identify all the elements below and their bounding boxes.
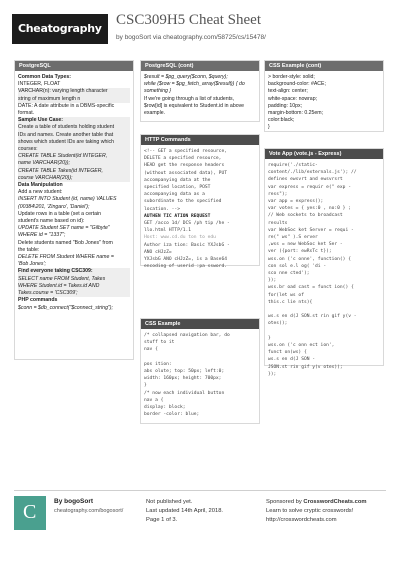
text-line: padding: 10px; bbox=[268, 102, 303, 109]
text-line: Add a new student: bbox=[18, 189, 63, 196]
sponsor-line bbox=[266, 498, 367, 507]
text-line: sco nne cted'); bbox=[268, 271, 310, 277]
text-line: /* now each individual button bbox=[144, 390, 225, 396]
text-line: }); bbox=[268, 371, 277, 377]
page-title: CSC309H5 Cheat Sheet bbox=[116, 12, 261, 28]
text-line: var votes = { yes:0 , no:0 } ; bbox=[268, 206, 351, 212]
text-line: HEAD get the response headers bbox=[144, 163, 225, 169]
text-line: YXJsbG ANO cHJzZ=, is a Base64 bbox=[144, 257, 227, 263]
text-line: $conn = $db_connect("$connect_string"); bbox=[18, 304, 113, 311]
footer-author bbox=[54, 498, 93, 505]
text-line bbox=[268, 306, 380, 313]
text-line: ws.s en d(J SON - bbox=[268, 357, 316, 363]
page-header bbox=[0, 0, 400, 54]
text-line: WHERE id = "1337"; bbox=[18, 232, 66, 239]
text-line: width: 160px; height: 700px; bbox=[144, 376, 222, 382]
text-line: Common Data Types: bbox=[18, 74, 71, 80]
text-line: example. bbox=[144, 110, 166, 117]
text-line: name VARCHAR(20)); bbox=[18, 160, 130, 167]
footer-author-url[interactable]: cheatography.com/bogosort/ bbox=[54, 508, 124, 514]
text-line: } bbox=[268, 124, 270, 131]
text-line: defines ewsvrt and ewsvrsrt bbox=[268, 177, 343, 183]
text-line: INSERT INTO Student (id, name) VALUES bbox=[18, 196, 117, 203]
text-line: student's name based on id): bbox=[18, 218, 85, 225]
text-line: shows which student IDs are taking which bbox=[18, 139, 130, 146]
text-line: IDs and names. Create another table that bbox=[18, 132, 130, 139]
text-line: pos ition: bbox=[144, 361, 172, 367]
text-line: AUTHEN TIC ATION REQUEST bbox=[144, 213, 211, 219]
text-line: Find everyone taking CSC309: bbox=[18, 268, 130, 275]
text-line: Sample Use Case: bbox=[18, 117, 130, 124]
cheatography-logo[interactable] bbox=[12, 14, 108, 44]
section-heading: Vote App (vote.js - Express) bbox=[265, 149, 383, 159]
text-line: courses: bbox=[18, 146, 130, 153]
text-line: background-color: #ACE; bbox=[268, 81, 326, 88]
text-line: nav a { bbox=[144, 397, 164, 403]
section-heading: PostgreSQL bbox=[15, 61, 133, 71]
text-line: margin-bottom: 0.25em; bbox=[268, 110, 324, 117]
text-line: $row[id] is equivalent to Student.id in above bbox=[144, 102, 245, 109]
section-body bbox=[141, 145, 259, 273]
text-line: re(" ws" ).S erver bbox=[268, 235, 318, 241]
author-link[interactable]: bogoSort bbox=[124, 34, 152, 41]
text-line: UPDATE Student SET name = "Gilbyte" bbox=[18, 225, 110, 232]
vote-app-section bbox=[264, 148, 384, 377]
last-updated: Last updated 14th April, 2018. bbox=[146, 508, 224, 514]
text-line: // Web sockets to broadcast bbox=[268, 213, 343, 219]
text-line: for(let ws of bbox=[268, 292, 304, 298]
text-line: wss.on ('c onne', function() { bbox=[268, 256, 351, 262]
http-commands-section bbox=[140, 134, 260, 270]
text-line: GET /acco 1d/ DCS /ph tip /he - bbox=[144, 221, 230, 227]
avatar[interactable] bbox=[14, 496, 46, 530]
text-line: INTEGER, FLOAT bbox=[18, 81, 61, 88]
section-body bbox=[15, 71, 133, 315]
byline-via: via bbox=[152, 34, 162, 41]
text-line: DATE: A date attribute in a DBMS-specific bbox=[18, 102, 115, 109]
text-line: results bbox=[268, 220, 288, 226]
section-heading: CSS Example bbox=[141, 319, 259, 329]
text-line: border -color: blue; bbox=[144, 412, 200, 418]
text-line: encoding of userid :pa ssword. bbox=[144, 264, 227, 270]
text-line: Takes.course = 'CSC309'; bbox=[18, 290, 130, 297]
text-line: PHP commands bbox=[18, 297, 58, 304]
text-line: white-space: nowrap; bbox=[268, 95, 318, 102]
text-line: CREATE TABLE Takes(id INTEGER, bbox=[18, 168, 130, 175]
text-line: $result = $pg_query($conn, $query); bbox=[144, 74, 228, 80]
published-status: Not published yet. bbox=[146, 499, 193, 505]
page-number: Page 1 of 3. bbox=[146, 517, 178, 523]
section-body bbox=[265, 71, 383, 135]
text-line: } bbox=[144, 383, 147, 389]
text-line: DELETE FROM Student WHERE name = bbox=[18, 254, 114, 261]
text-line: ,wss = new WebSoc ket Ser - bbox=[268, 242, 343, 248]
text-line: funct on(ws) { bbox=[268, 350, 307, 356]
text-line: accompanying data at the bbox=[144, 177, 211, 183]
text-line: require('./static- bbox=[268, 163, 318, 168]
text-line bbox=[144, 354, 256, 361]
text-line: Delete students named "Bob Jones" from bbox=[18, 239, 113, 246]
text-line: subordinate to the specified bbox=[144, 199, 222, 205]
text-line: JSON.st rin gif y(v otes)); bbox=[268, 364, 343, 370]
text-line: ver ({port: ewRsTc t}); bbox=[268, 249, 332, 255]
text-line: display: block; bbox=[144, 405, 186, 411]
text-line: content/./lib/externals.js'); // bbox=[268, 170, 357, 176]
text-line: specified location, POST bbox=[144, 185, 211, 191]
section-body bbox=[141, 71, 259, 120]
text-line: (00384\201, 'Zingaro', 'Daniel'); bbox=[18, 203, 90, 210]
text-line bbox=[268, 328, 380, 335]
text-line: <!-- GET a specified resource, bbox=[144, 149, 227, 154]
text-line: text-align: center; bbox=[268, 88, 308, 95]
section-heading: HTTP Commands bbox=[141, 135, 259, 145]
section-body bbox=[265, 159, 383, 381]
text-line: wss.on ('c onn ect ion', bbox=[268, 343, 335, 349]
text-line: > border-style: solid; bbox=[268, 74, 315, 80]
footer-author-name[interactable]: bogoSort bbox=[64, 498, 94, 505]
sponsor-tagline: Learn to solve cryptic crosswords! bbox=[266, 508, 354, 514]
text-line: DELETE a specified resource, bbox=[144, 156, 222, 162]
text-line: accompanying data as a bbox=[144, 192, 205, 198]
text-line: CREATE TABLE Student(id INTEGER, bbox=[18, 153, 130, 160]
text-line: 'Bob Jones'; bbox=[18, 261, 46, 268]
text-line: }); bbox=[268, 278, 277, 284]
text-line: wss.br oad cast = funct ion() { bbox=[268, 285, 354, 291]
text-line: } bbox=[268, 335, 271, 341]
sponsor-prefix: Sponsored by bbox=[266, 499, 302, 505]
text-line: ws.s en d(J SON.st rin gif y(v - bbox=[268, 314, 357, 320]
text-line: Update rows in a table (set a certain bbox=[18, 210, 102, 217]
text-line: var app = express(); bbox=[268, 199, 324, 205]
text-line: ress"); bbox=[268, 191, 288, 197]
section-heading: CSS Example (cont) bbox=[265, 61, 383, 71]
byline-prefix: by bbox=[116, 34, 123, 41]
text-line: the table: bbox=[18, 246, 40, 253]
text-line: format. bbox=[18, 110, 35, 117]
text-line: this.c lie nts){ bbox=[268, 299, 313, 305]
text-line: /* collapsed navigation bar, do bbox=[144, 333, 230, 338]
text-line: ANO cHJzZ= bbox=[144, 249, 172, 255]
text-line: Host: www.cd.du ton to edu bbox=[144, 235, 216, 241]
text-line: var express = requir e(" exp - bbox=[268, 184, 351, 190]
logo-text: Cheatography bbox=[18, 22, 102, 35]
section-heading: PostgreSQL (cont) bbox=[141, 61, 259, 71]
text-line: llo.html HTTP/1.1 bbox=[144, 228, 192, 234]
text-line: VARCHAR(n): varying length character bbox=[18, 88, 130, 95]
text-line: SELECT name FROM Student, Takes bbox=[18, 276, 130, 283]
sponsor-url[interactable]: http://crosswordcheats.com bbox=[266, 517, 337, 523]
page-footer bbox=[0, 490, 400, 540]
text-line: Create a table of students holding student bbox=[18, 124, 130, 131]
text-line: con sol e.l og( 'di - bbox=[268, 263, 327, 269]
text-line: something } bbox=[144, 88, 172, 95]
text-line: stuff to it bbox=[144, 340, 175, 346]
text-line: nav { bbox=[144, 347, 158, 353]
text-line: course VARCHAR(20)); bbox=[18, 175, 130, 182]
sheet-url-link[interactable]: cheatography.com/58725/cs/15478/ bbox=[163, 34, 266, 41]
footer-sponsor bbox=[266, 498, 367, 525]
postgresql-section bbox=[14, 60, 134, 360]
css-example-cont-section bbox=[264, 60, 384, 132]
text-line: location. --> bbox=[144, 206, 180, 212]
text-line: string of maximum length n bbox=[18, 96, 130, 103]
footer-author-label: By bbox=[54, 498, 63, 505]
text-line: WHERE Student.id = Takes.id AND bbox=[18, 283, 130, 290]
text-line: otes)); bbox=[268, 321, 288, 327]
sponsor-name[interactable]: CrosswordCheats.com bbox=[303, 499, 367, 505]
text-line: If we're going through a list of students, bbox=[144, 95, 235, 102]
postgresql-cont-section bbox=[140, 60, 260, 122]
css-example-section bbox=[140, 318, 260, 424]
text-line: while ($row = $pg_fetch_array($result)) { do bbox=[144, 81, 245, 88]
footer-publish-info bbox=[146, 498, 223, 525]
byline bbox=[116, 34, 266, 41]
text-line: var WebSoc ket Server = requi - bbox=[268, 227, 354, 233]
text-line: Author iza tion: Basic YXJsbG - bbox=[144, 242, 230, 248]
section-body bbox=[141, 329, 259, 421]
text-line: color:black; bbox=[268, 117, 295, 124]
text-line: Data Manipulation bbox=[18, 182, 63, 189]
avatar-letter: C bbox=[23, 501, 37, 523]
text-line: (without associated data), PUT bbox=[144, 170, 227, 176]
text-line: abs olute; top: 50px; left:0; bbox=[144, 369, 225, 375]
